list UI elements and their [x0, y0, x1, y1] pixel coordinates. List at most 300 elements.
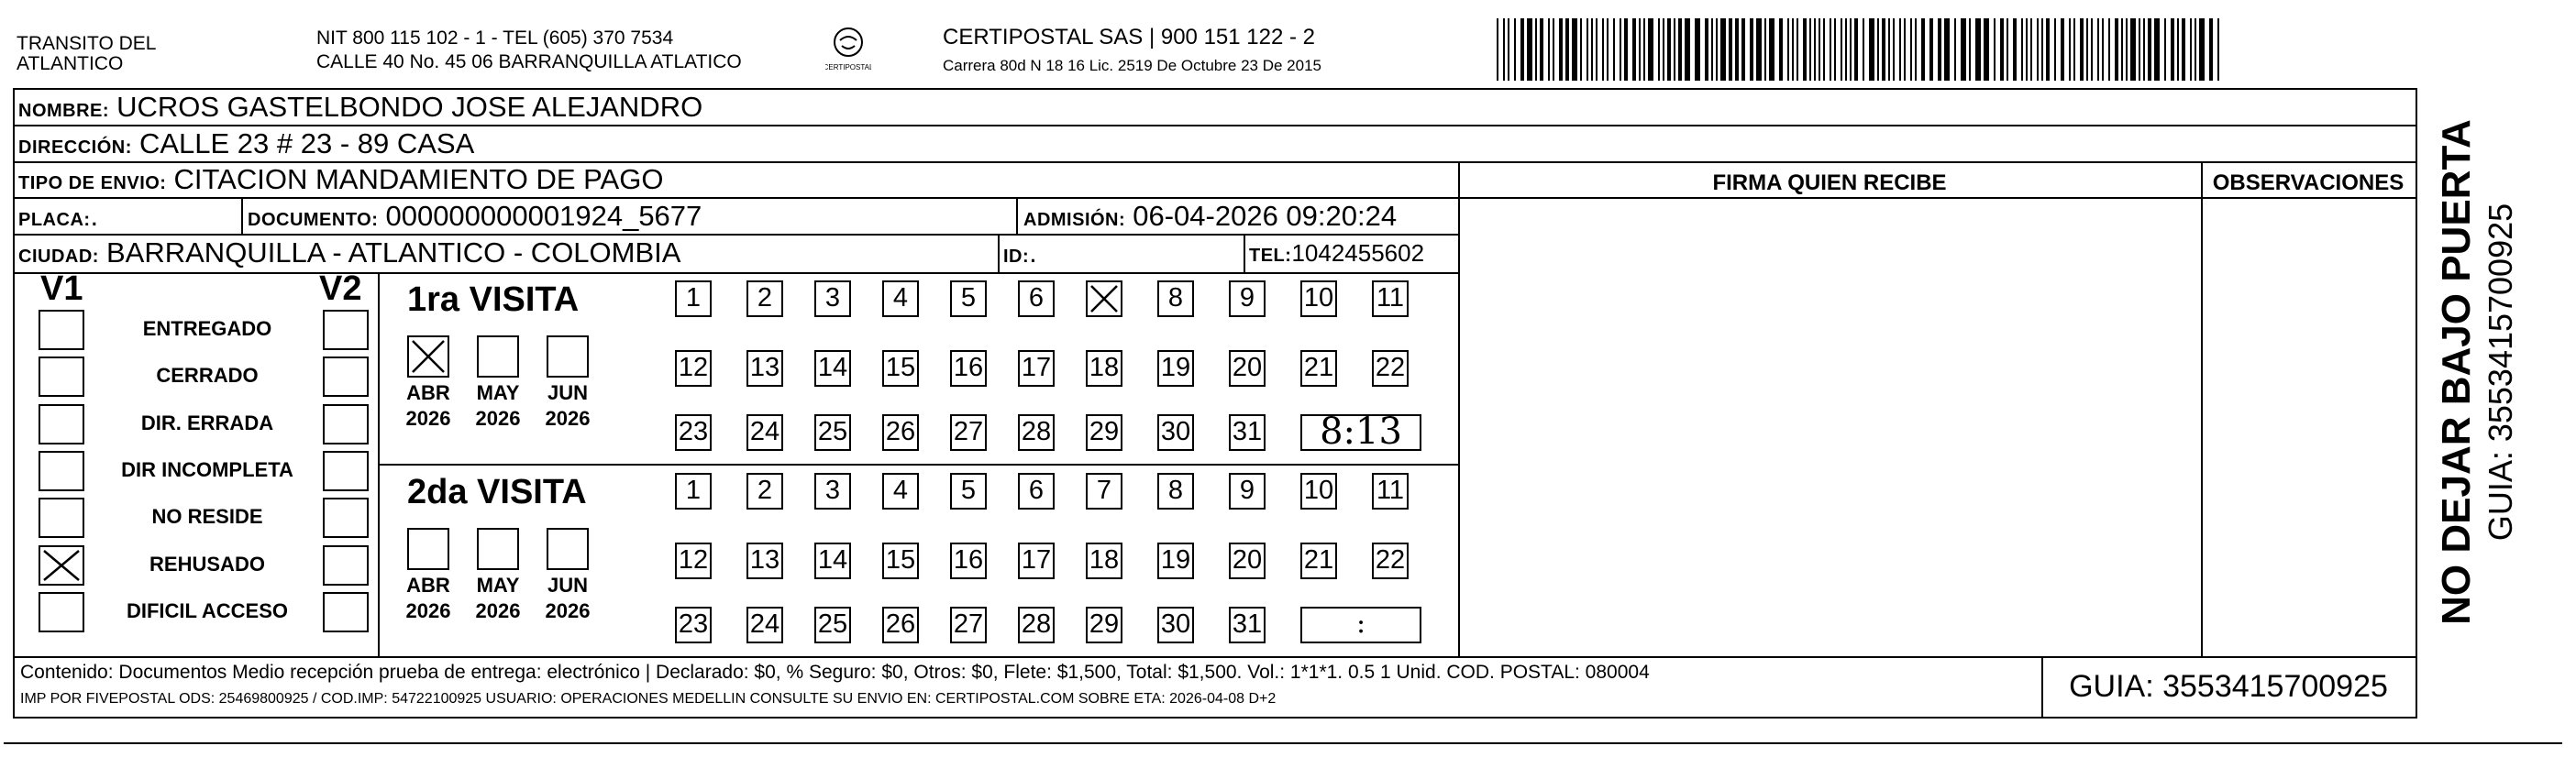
barcode-bar	[1667, 18, 1671, 81]
day-box[interactable]	[675, 543, 712, 579]
barcode-bar	[1514, 18, 1516, 81]
status-label: DIFICIL ACCESO	[126, 598, 288, 622]
barcode-bar	[2007, 18, 2008, 81]
barcode-bar	[1565, 18, 1569, 81]
documento-value: 000000000001924_5677	[385, 200, 702, 232]
direccion-value: CALLE 23 # 23 - 89 CASA	[138, 127, 475, 159]
placa-cell: PLACA:.	[18, 200, 99, 232]
day-box[interactable]	[1086, 607, 1122, 643]
day-number: 20	[1232, 545, 1263, 575]
barcode-bar	[1823, 18, 1825, 81]
barcode-bar	[1658, 18, 1660, 81]
day-number: 27	[953, 417, 984, 446]
barcode-bar	[2143, 18, 2145, 81]
day-box[interactable]	[950, 543, 987, 579]
day-box[interactable]	[746, 607, 783, 643]
day-box[interactable]	[814, 543, 851, 579]
day-box[interactable]	[882, 350, 919, 387]
v1-checkbox[interactable]	[39, 498, 84, 538]
barcode-bar	[2148, 18, 2151, 81]
certipostal-logo	[825, 24, 871, 75]
barcode-bar	[1720, 18, 1726, 81]
tipo-row: TIPO DE ENVIO: CITACION MANDAMIENTO DE PAGO	[18, 163, 664, 195]
day-box[interactable]	[1300, 280, 1337, 317]
barcode-bar	[2121, 18, 2123, 81]
day-box[interactable]	[746, 350, 783, 387]
day-box[interactable]	[814, 473, 851, 510]
day-box[interactable]	[814, 350, 851, 387]
barcode-bar	[2054, 18, 2056, 81]
barcode-bar	[1613, 18, 1615, 81]
barcode-bar	[1711, 18, 1713, 81]
day-box[interactable]	[1157, 543, 1194, 579]
barcode-bar	[2073, 18, 2075, 81]
barcode-bar	[1632, 18, 1636, 81]
barcode-bar	[2080, 18, 2084, 81]
v1-checkbox[interactable]	[39, 310, 84, 350]
direccion-row: DIRECCIÓN: CALLE 23 # 23 - 89 CASA	[18, 127, 475, 159]
month-label: ABR	[406, 381, 450, 404]
day-number: 11	[1376, 476, 1405, 505]
barcode-bar	[1735, 18, 1739, 81]
status-label: DIR. ERRADA	[140, 411, 274, 434]
barcode-bar	[1904, 18, 1906, 81]
barcode-bar	[1915, 18, 1917, 81]
day-box[interactable]	[1229, 473, 1266, 510]
barcode-bar	[1882, 18, 1885, 81]
month-label: MAY	[476, 381, 520, 404]
barcode-bar	[2209, 18, 2213, 81]
day-number: 10	[1303, 283, 1334, 313]
barcode-bar	[1572, 18, 1577, 81]
day-box[interactable]	[1229, 280, 1266, 317]
barcode-bar	[1497, 18, 1498, 81]
month-checkbox[interactable]	[477, 335, 519, 378]
day-number: 26	[885, 609, 916, 639]
year-label: 2026	[405, 407, 451, 430]
day-number: 20	[1232, 353, 1263, 382]
day-box[interactable]	[1372, 543, 1409, 579]
day-number: 16	[953, 545, 984, 575]
day-number: 12	[678, 353, 709, 382]
day-box[interactable]	[1157, 414, 1194, 451]
v1-checkbox[interactable]	[39, 592, 84, 632]
day-number: 10	[1303, 476, 1334, 505]
barcode-bar	[1830, 18, 1831, 81]
barcode-bar	[1809, 18, 1811, 81]
barcode-bar	[2037, 18, 2039, 81]
day-box[interactable]	[1300, 473, 1337, 510]
day-number: 4	[892, 283, 909, 313]
day-box[interactable]	[1372, 280, 1409, 317]
day-box[interactable]	[746, 280, 783, 317]
barcode-bar	[1643, 18, 1645, 81]
barcode-bar	[1797, 18, 1798, 81]
barcode-bar	[1863, 18, 1864, 81]
barcode-bar	[2021, 18, 2023, 81]
day-number: 30	[1160, 417, 1191, 446]
day-box[interactable]	[882, 607, 919, 643]
day-box[interactable]	[746, 473, 783, 510]
day-box[interactable]	[1086, 473, 1122, 510]
barcode-bar	[2086, 18, 2088, 81]
sender-address: CALLE 40 No. 45 06 BARRANQUILLA ATLATICO	[316, 51, 742, 72]
day-number: 4	[892, 476, 909, 505]
admision-cell: ADMISIÓN: 06-04-2026 09:20:24	[1023, 200, 1398, 232]
day-number: 24	[749, 417, 780, 446]
month-checkbox[interactable]	[477, 528, 519, 570]
v2-checkbox[interactable]	[323, 545, 369, 586]
barcode-bar	[1648, 18, 1653, 81]
barcode-bar	[2030, 18, 2032, 81]
barcode-bar	[2091, 18, 2093, 81]
day-number: 25	[817, 417, 848, 446]
v2-checkbox[interactable]	[323, 310, 369, 350]
day-box[interactable]	[1018, 350, 1055, 387]
day-box[interactable]	[746, 543, 783, 579]
barcode-bar	[1975, 18, 1981, 81]
v1-checkbox[interactable]	[39, 404, 84, 444]
nombre-row: NOMBRE: UCROS GASTELBONDO JOSE ALEJANDRO	[18, 91, 703, 123]
day-number: 2	[757, 476, 773, 505]
barcode-bar	[2000, 18, 2004, 81]
day-number: 28	[1021, 417, 1052, 446]
barcode-bar	[2102, 18, 2104, 81]
barcode-bar	[1854, 18, 1858, 81]
day-number: 19	[1160, 353, 1191, 382]
documento-cell: DOCUMENTO: 000000000001924_5677	[248, 200, 702, 232]
barcode-bar	[1994, 18, 1996, 81]
month-label: MAY	[476, 574, 520, 597]
day-box[interactable]	[1086, 280, 1122, 317]
barcode-bar	[2108, 18, 2110, 81]
barcode-bar	[1602, 18, 1604, 81]
barcode-bar	[1893, 18, 1895, 81]
day-box[interactable]	[1086, 414, 1122, 451]
month-checkbox[interactable]	[407, 335, 449, 378]
day-number: 12	[678, 545, 709, 575]
barcode-bar	[1548, 18, 1550, 81]
day-box[interactable]	[1157, 350, 1194, 387]
barcode-bar	[1869, 18, 1874, 81]
barcode-bar	[2139, 18, 2140, 81]
day-box[interactable]	[950, 350, 987, 387]
v1-checkbox[interactable]	[39, 545, 84, 586]
day-box[interactable]	[1229, 607, 1266, 643]
day-number: 23	[678, 609, 709, 639]
second-visit-time[interactable]: :	[1300, 607, 1421, 643]
day-number: 17	[1021, 545, 1052, 575]
barcode-bar	[1834, 18, 1836, 81]
month-label: JUN	[547, 574, 588, 597]
v2-checkbox[interactable]	[323, 451, 369, 491]
day-number: 5	[960, 476, 977, 505]
barcode-bar	[1729, 18, 1732, 81]
observaciones-header: OBSERVACIONES	[2212, 170, 2405, 195]
barcode-bar	[1535, 18, 1537, 81]
day-number: 21	[1303, 545, 1334, 575]
day-box[interactable]	[882, 414, 919, 451]
day-number: 23	[678, 417, 709, 446]
day-number: 9	[1239, 283, 1255, 313]
day-box[interactable]	[1157, 607, 1194, 643]
day-number: 29	[1089, 417, 1120, 446]
barcode-bar	[2061, 18, 2064, 81]
day-number: 8	[1167, 283, 1184, 313]
barcode-bar	[1803, 18, 1807, 81]
barcode-bar	[1938, 18, 1941, 81]
barcode-bar	[1787, 18, 1789, 81]
barcode	[1497, 18, 2230, 81]
barcode-bar	[1792, 18, 1794, 81]
barcode-bar	[1819, 18, 1820, 81]
month-checkbox[interactable]	[547, 335, 589, 378]
day-box[interactable]	[675, 607, 712, 643]
carrier-name: CERTIPOSTAL SAS | 900 151 122 - 2	[943, 25, 1315, 49]
sender-name-line2: ATLANTICO	[17, 53, 124, 74]
day-number: 1	[685, 476, 702, 505]
day-number: 9	[1239, 476, 1255, 505]
day-number: 13	[749, 545, 780, 575]
day-box[interactable]	[1157, 280, 1194, 317]
svg-text:CERTIPOSTAL: CERTIPOSTAL	[825, 63, 871, 71]
day-box[interactable]	[1018, 473, 1055, 510]
day-box[interactable]	[675, 280, 712, 317]
barcode-bar	[2026, 18, 2028, 81]
v2-checkbox[interactable]	[323, 357, 369, 397]
barcode-bar	[1620, 18, 1621, 81]
barcode-bar	[2190, 18, 2192, 81]
barcode-bar	[1984, 18, 1989, 81]
v1-checkbox[interactable]	[39, 451, 84, 491]
barcode-bar	[2164, 18, 2166, 81]
day-box[interactable]	[1229, 350, 1266, 387]
barcode-bar	[1845, 18, 1847, 81]
day-box[interactable]	[1018, 607, 1055, 643]
day-number: 3	[824, 283, 841, 313]
day-box[interactable]	[882, 280, 919, 317]
day-number: 15	[885, 353, 916, 382]
first-visit-time[interactable]: 8:13	[1300, 414, 1421, 451]
year-label: 2026	[405, 599, 451, 622]
barcode-bar	[1685, 18, 1690, 81]
day-number: 31	[1232, 609, 1263, 639]
day-number: 3	[824, 476, 841, 505]
day-number: 6	[1028, 283, 1045, 313]
v2-checkbox[interactable]	[323, 498, 369, 538]
barcode-bar	[1944, 18, 1950, 81]
id-value: .	[1029, 236, 1037, 269]
barcode-bar	[1559, 18, 1563, 81]
tel-cell: TEL:1042455602	[1249, 239, 1425, 267]
day-number: 31	[1232, 417, 1263, 446]
admision-value: 06-04-2026 09:20:24	[1133, 200, 1398, 232]
day-number: 18	[1089, 545, 1120, 575]
barcode-bar	[2013, 18, 2017, 81]
day-number: 13	[749, 353, 780, 382]
barcode-bar	[2182, 18, 2185, 81]
barcode-bar	[1695, 18, 1700, 81]
barcode-bar	[2177, 18, 2179, 81]
barcode-bar	[2046, 18, 2050, 81]
barcode-bar	[1921, 18, 1925, 81]
barcode-bar	[1520, 18, 1524, 81]
barcode-bar	[1741, 18, 1745, 81]
barcode-bar	[2217, 18, 2219, 81]
status-label: ENTREGADO	[142, 317, 272, 340]
ciudad-value: BARRANQUILLA - ATLANTICO - COLOMBIA	[106, 236, 681, 269]
day-number: 8	[1167, 476, 1184, 505]
barcode-bar	[1969, 18, 1971, 81]
month-checkbox[interactable]	[547, 528, 589, 570]
barcode-bar	[1756, 18, 1762, 81]
day-box[interactable]	[1086, 543, 1122, 579]
day-box[interactable]	[1300, 350, 1337, 387]
day-number: 15	[885, 545, 916, 575]
day-number: 21	[1303, 353, 1334, 382]
month-label: JUN	[547, 381, 588, 404]
day-box[interactable]	[1018, 280, 1055, 317]
barcode-bar	[1841, 18, 1842, 81]
barcode-bar	[1954, 18, 1956, 81]
sender-nit: NIT 800 115 102 - 1 - TEL (605) 370 7534	[316, 27, 674, 49]
v2-checkbox[interactable]	[323, 592, 369, 632]
barcode-bar	[1674, 18, 1675, 81]
day-box[interactable]	[1372, 473, 1409, 510]
barcode-bar	[1624, 18, 1628, 81]
firma-header: FIRMA QUIEN RECIBE	[1712, 170, 1947, 195]
barcode-bar	[1678, 18, 1682, 81]
second-visit-label: 2da VISITA	[407, 473, 587, 511]
day-box[interactable]	[814, 607, 851, 643]
barcode-bar	[1750, 18, 1753, 81]
day-number: 11	[1376, 283, 1405, 313]
barcode-bar	[2041, 18, 2043, 81]
carrier-license: Carrera 80d N 18 16 Lic. 2519 De Octubre 23 De 2015	[943, 57, 1321, 74]
barcode-bar	[1888, 18, 1890, 81]
day-box[interactable]	[950, 473, 987, 510]
barcode-bar	[1929, 18, 1933, 81]
day-number: 24	[749, 609, 780, 639]
status-label: NO RESIDE	[151, 505, 263, 529]
v2-header: V2	[319, 269, 362, 308]
day-box[interactable]	[675, 414, 712, 451]
barcode-bar	[1591, 18, 1593, 81]
day-number: 17	[1021, 353, 1052, 382]
barcode-bar	[1814, 18, 1816, 81]
day-number: 18	[1089, 353, 1120, 382]
day-number: 29	[1089, 609, 1120, 639]
barcode-bar	[1503, 18, 1505, 81]
ciudad-cell: CIUDAD: BARRANQUILLA - ATLANTICO - COLOMBIA	[18, 236, 681, 269]
placa-value: .	[90, 200, 99, 232]
day-number: 22	[1375, 353, 1406, 382]
barcode-bar	[1587, 18, 1588, 81]
day-box[interactable]	[1300, 543, 1337, 579]
v2-checkbox[interactable]	[323, 404, 369, 444]
status-label: DIR INCOMPLETA	[121, 457, 293, 481]
tel-value: 1042455602	[1291, 239, 1425, 267]
barcode-bar	[2130, 18, 2136, 81]
first-visit-label: 1ra VISITA	[407, 280, 580, 319]
day-number: 30	[1160, 609, 1191, 639]
day-box[interactable]	[1018, 543, 1055, 579]
year-label: 2026	[545, 407, 591, 430]
barcode-bar	[1764, 18, 1766, 81]
side-text	[2421, 88, 2549, 656]
day-box[interactable]	[746, 414, 783, 451]
day-number: 7	[1096, 476, 1112, 505]
day-number: 26	[885, 417, 916, 446]
barcode-bar	[1540, 18, 1543, 81]
barcode-bar	[1850, 18, 1852, 81]
day-box[interactable]	[1229, 543, 1266, 579]
day-number: 14	[817, 545, 848, 575]
day-number: 19	[1160, 545, 1191, 575]
month-checkbox[interactable]	[407, 528, 449, 570]
day-box[interactable]	[675, 473, 712, 510]
day-box[interactable]	[1086, 350, 1122, 387]
v1-header: V1	[40, 269, 83, 308]
id-cell: ID:.	[1003, 236, 1037, 269]
day-number: 6	[1028, 476, 1045, 505]
day-box[interactable]	[814, 280, 851, 317]
barcode-bar	[1553, 18, 1554, 81]
barcode-bar	[2171, 18, 2174, 81]
barcode-bar	[1596, 18, 1598, 81]
day-box[interactable]	[1372, 350, 1409, 387]
day-number: 27	[953, 609, 984, 639]
day-box[interactable]	[882, 543, 919, 579]
day-box[interactable]	[1157, 473, 1194, 510]
day-box[interactable]	[950, 414, 987, 451]
barcode-bar	[2199, 18, 2205, 81]
barcode-bar	[2195, 18, 2196, 81]
barcode-bar	[1508, 18, 1509, 81]
day-number: 1	[685, 283, 702, 313]
day-box[interactable]	[950, 280, 987, 317]
day-box[interactable]	[1018, 414, 1055, 451]
footer-imp: IMP POR FIVEPOSTAL ODS: 25469800925 / COD.IMP: 54722100925 USUARIO: OPERACIONES MEDELLIN CONSULTE SU ENVIO EN: CERTIPOSTAL.COM SOBRE ETA: 2026-04-08 D+2	[20, 691, 1277, 707]
day-box[interactable]	[675, 350, 712, 387]
barcode-bar	[1961, 18, 1966, 81]
side-no-dejar: NO DEJAR BAJO PUERTA	[2434, 119, 2479, 625]
barcode-bar	[1877, 18, 1879, 81]
day-box[interactable]	[950, 607, 987, 643]
barcode-bar	[1716, 18, 1718, 81]
barcode-bar	[1705, 18, 1708, 81]
day-box[interactable]	[882, 473, 919, 510]
day-number: 25	[817, 609, 848, 639]
side-guia: GUIA: 3553415700925	[2482, 203, 2519, 542]
day-box[interactable]	[1229, 414, 1266, 451]
day-number: 5	[960, 283, 977, 313]
year-label: 2026	[475, 599, 521, 622]
barcode-bar	[1769, 18, 1774, 81]
barcode-bar	[1527, 18, 1532, 81]
barcode-bar	[2097, 18, 2099, 81]
barcode-bar	[1899, 18, 1901, 81]
sender-name-line1: TRANSITO DEL	[17, 33, 157, 54]
barcode-bar	[1663, 18, 1664, 81]
day-number: 2	[757, 283, 773, 313]
day-box[interactable]	[814, 414, 851, 451]
day-number: 28	[1021, 609, 1052, 639]
v1-checkbox[interactable]	[39, 357, 84, 397]
barcode-bar	[1639, 18, 1641, 81]
barcode-bar	[2115, 18, 2118, 81]
tipo-value: CITACION MANDAMIENTO DE PAGO	[173, 163, 664, 195]
